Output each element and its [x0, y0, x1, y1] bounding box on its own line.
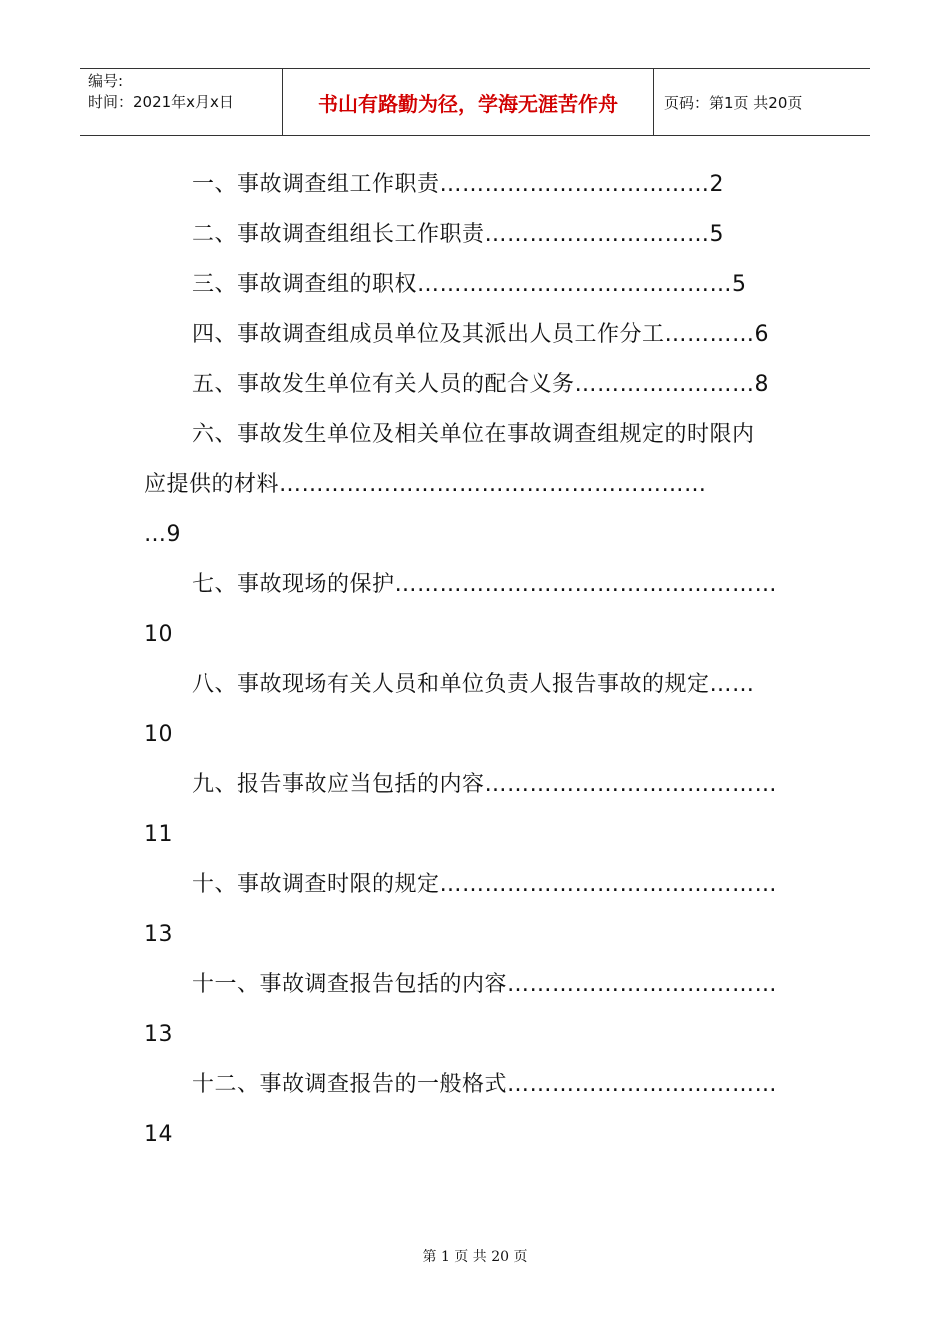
toc-entry-9-page: 11: [144, 822, 173, 847]
toc-entry-6-line-2: 应提供的材料…………………………………………………: [144, 472, 707, 497]
toc-entry-4: 四、事故调查组成员单位及其派出人员工作分工…………6: [192, 322, 769, 347]
toc-entry-12: 十二、事故调查报告的一般格式………………………………: [192, 1072, 778, 1097]
toc-entry-7-page: 10: [144, 622, 173, 647]
toc-entry-3: 三、事故调查组的职权……………………………………5: [192, 272, 747, 297]
toc-entry-11-page: 13: [144, 1022, 173, 1047]
toc-entry-6-line-1: 六、事故发生单位及相关单位在事故调查组规定的时限内: [192, 422, 755, 447]
toc-entry-10-page: 13: [144, 922, 173, 947]
toc-entry-8-page: 10: [144, 722, 173, 747]
toc-entry-10: 十、事故调查时限的规定………………………………………: [192, 872, 778, 897]
header-page-info: 页码：第1页 共20页: [664, 93, 803, 112]
toc-entry-12-page: 14: [144, 1122, 173, 1147]
toc-entry-7: 七、事故现场的保护……………………………………………: [192, 572, 778, 597]
toc-entry-1: 一、事故调查组工作职责………………………………2: [192, 172, 724, 197]
toc-entry-5: 五、事故发生单位有关人员的配合义务……………………8: [192, 372, 769, 397]
toc-entry-11: 十一、事故调查报告包括的内容………………………………: [192, 972, 778, 997]
toc-entry-9: 九、报告事故应当包括的内容…………………………………: [192, 772, 778, 797]
toc-entry-8: 八、事故现场有关人员和单位负责人报告事故的规定……: [192, 672, 755, 697]
page-footer: 第 1 页 共 20 页: [422, 1249, 528, 1265]
toc-entry-6-page: …9: [144, 522, 181, 547]
header-motto: 书山有路勤为径，学海无涯苦作舟: [282, 69, 654, 135]
header-time-label: 时间：2021年x月x日: [88, 93, 234, 111]
header-number-label: 编号:: [88, 72, 124, 90]
toc-entry-2: 二、事故调查组组长工作职责…………………………5: [192, 222, 724, 247]
